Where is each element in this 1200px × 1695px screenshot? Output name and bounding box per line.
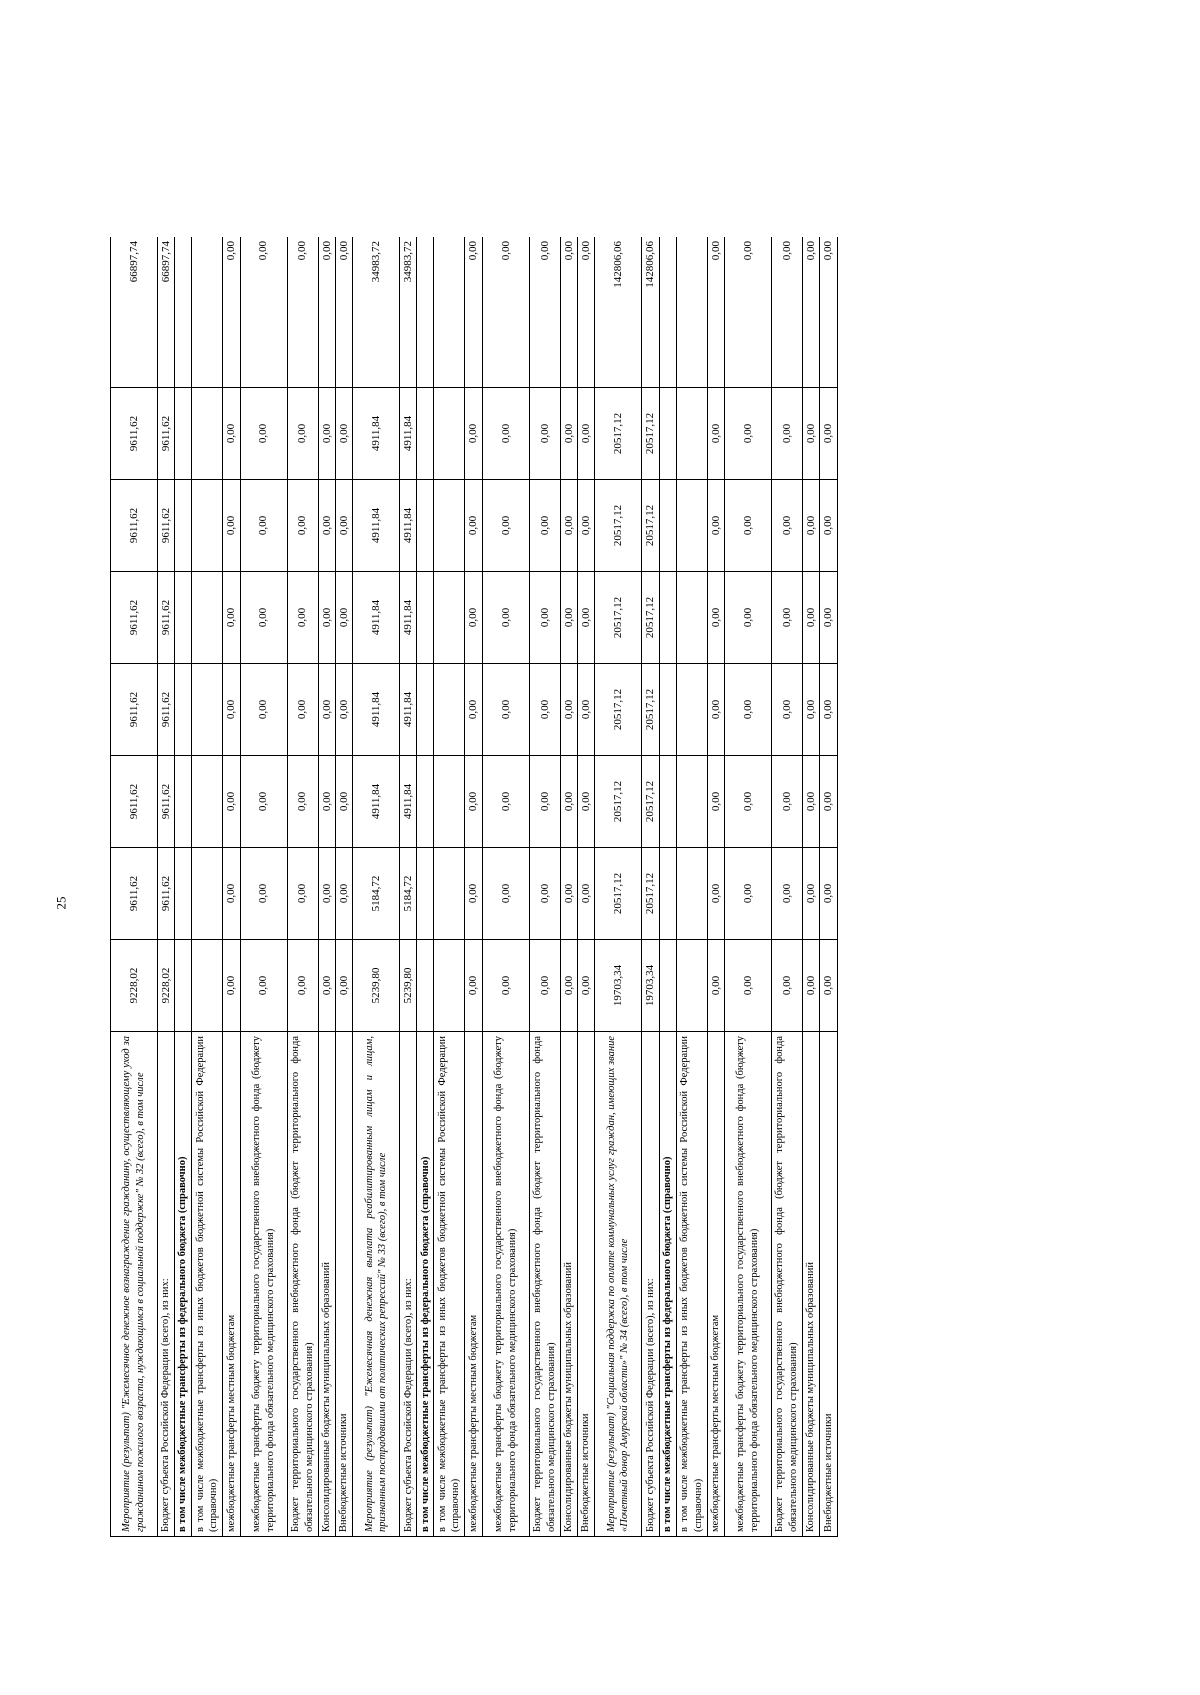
year-value-cell: 0,00 — [724, 572, 771, 664]
row-label: Мероприятие (результат) "Ежемесячное денежное вознаграждение гражданину, осуществляющему уход за гражданином пожилого возраста, нуждающимся в социальной поддержке" № 32 (всего), в том числе — [111, 1032, 158, 1537]
year-value-cell: 0,00 — [287, 756, 318, 848]
year-value-cell: 9611,62 — [158, 480, 175, 572]
year-value-cell: 19703,34 — [595, 940, 642, 1032]
table-row — [802, 237, 819, 1537]
year-value-cell: 0,00 — [482, 480, 529, 572]
year-value-cell: 0,00 — [318, 480, 335, 572]
year-value-cell: 0,00 — [287, 940, 318, 1032]
year-value-cell: 9611,62 — [158, 756, 175, 848]
year-value-cell: 20517,12 — [642, 572, 659, 664]
year-value-cell: 0,00 — [240, 940, 287, 1032]
table-row — [595, 237, 642, 1537]
year-value-cell: 20517,12 — [595, 664, 642, 756]
year-value-cell: 0,00 — [707, 480, 724, 572]
year-value-cell: 0,00 — [529, 480, 560, 572]
year-value-cell: 0,00 — [465, 572, 482, 664]
row-total-cell: 142806,06 — [595, 237, 642, 388]
year-value-cell: 0,00 — [707, 664, 724, 756]
year-value-cell: 0,00 — [335, 664, 352, 756]
year-value-cell: 0,00 — [240, 756, 287, 848]
year-value-cell — [417, 664, 434, 756]
year-value-cell — [434, 756, 465, 848]
year-value-cell: 4911,84 — [353, 664, 400, 756]
year-value-cell: 4911,84 — [353, 756, 400, 848]
row-label: Бюджет субъекта Российской Федерации (всего), из них: — [400, 1032, 417, 1537]
year-value-cell: 0,00 — [707, 756, 724, 848]
year-value-cell — [659, 664, 676, 756]
year-value-cell: 0,00 — [707, 940, 724, 1032]
table-row — [318, 237, 335, 1537]
year-value-cell: 19703,34 — [642, 940, 659, 1032]
year-value-cell: 0,00 — [335, 756, 352, 848]
year-value-cell: 0,00 — [802, 940, 819, 1032]
year-value-cell — [659, 848, 676, 940]
row-total-cell: 0,00 — [529, 237, 560, 388]
row-total-cell: 0,00 — [482, 237, 529, 388]
row-label: межбюджетные трансферты бюджету территориального государственного внебюджетного фонда (бюджету территориального фонда обязательного медицинского страхования) — [724, 1032, 771, 1537]
year-value-cell: 0,00 — [529, 848, 560, 940]
year-value-cell: 0,00 — [724, 664, 771, 756]
year-value-cell: 0,00 — [724, 848, 771, 940]
table-row — [223, 237, 240, 1537]
year-value-cell: 9611,62 — [158, 388, 175, 480]
year-value-cell: 20517,12 — [642, 388, 659, 480]
table-row — [240, 237, 287, 1537]
year-value-cell: 0,00 — [287, 388, 318, 480]
row-label: Консолидированные бюджеты муниципальных образований — [318, 1032, 335, 1537]
year-value-cell: 4911,84 — [353, 572, 400, 664]
year-value-cell — [659, 480, 676, 572]
year-value-cell: 0,00 — [287, 848, 318, 940]
table-row — [659, 237, 676, 1537]
table-row — [482, 237, 529, 1537]
table-row — [465, 237, 482, 1537]
year-value-cell — [192, 848, 223, 940]
row-label: Консолидированные бюджеты муниципальных образований — [802, 1032, 819, 1537]
row-label: межбюджетные трансферты местным бюджетам — [223, 1032, 240, 1537]
year-value-cell: 5184,72 — [353, 848, 400, 940]
year-value-cell: 20517,12 — [642, 480, 659, 572]
year-value-cell: 5239,80 — [400, 940, 417, 1032]
year-value-cell: 0,00 — [465, 940, 482, 1032]
year-value-cell — [676, 388, 707, 480]
row-label: в том числе межбюджетные трансферты из федерального бюджета (справочно) — [659, 1032, 676, 1537]
year-value-cell: 0,00 — [465, 388, 482, 480]
row-label: межбюджетные трансферты местным бюджетам — [707, 1032, 724, 1537]
row-total-cell: 66897,74 — [111, 237, 158, 388]
table-row — [707, 237, 724, 1537]
year-value-cell: 0,00 — [771, 388, 802, 480]
year-value-cell — [417, 756, 434, 848]
year-value-cell — [417, 572, 434, 664]
year-value-cell: 0,00 — [529, 572, 560, 664]
year-value-cell: 20517,12 — [595, 848, 642, 940]
row-total-cell: 0,00 — [223, 237, 240, 388]
row-total-cell: 34983,72 — [353, 237, 400, 388]
year-value-cell: 5239,80 — [353, 940, 400, 1032]
row-label: межбюджетные трансферты бюджету территориального государственного внебюджетного фонда (бюджету территориального фонда обязательного медицинского страхования) — [482, 1032, 529, 1537]
year-value-cell: 0,00 — [820, 756, 837, 848]
year-value-cell: 0,00 — [287, 480, 318, 572]
table-row — [111, 237, 158, 1537]
year-value-cell — [659, 572, 676, 664]
row-total-cell: 0,00 — [724, 237, 771, 388]
year-value-cell — [659, 940, 676, 1032]
table-row — [287, 237, 318, 1537]
year-value-cell: 0,00 — [578, 388, 595, 480]
year-value-cell: 4911,84 — [400, 388, 417, 480]
year-value-cell — [175, 388, 192, 480]
row-total-cell: 0,00 — [560, 237, 577, 388]
year-value-cell: 0,00 — [820, 848, 837, 940]
year-value-cell — [192, 572, 223, 664]
year-value-cell: 0,00 — [560, 388, 577, 480]
year-value-cell: 9228,02 — [111, 940, 158, 1032]
table-row — [335, 237, 352, 1537]
year-value-cell: 0,00 — [802, 756, 819, 848]
table-row — [434, 237, 465, 1537]
table-row — [676, 237, 707, 1537]
row-total-cell: 0,00 — [707, 237, 724, 388]
table-row — [771, 237, 802, 1537]
year-value-cell — [175, 756, 192, 848]
year-value-cell: 0,00 — [529, 664, 560, 756]
year-value-cell: 0,00 — [240, 664, 287, 756]
year-value-cell: 0,00 — [560, 756, 577, 848]
year-value-cell: 0,00 — [335, 480, 352, 572]
table-row — [353, 237, 400, 1537]
row-label: в том числе межбюджетные трансферты из федерального бюджета (справочно) — [175, 1032, 192, 1537]
row-label: в том числе межбюджетные трансферты из иных бюджетов бюджетной системы Российской Федерации (справочно) — [676, 1032, 707, 1537]
year-value-cell: 0,00 — [335, 848, 352, 940]
year-value-cell: 0,00 — [771, 480, 802, 572]
year-value-cell: 0,00 — [223, 480, 240, 572]
year-value-cell — [676, 572, 707, 664]
year-value-cell: 9611,62 — [111, 388, 158, 480]
year-value-cell: 0,00 — [560, 572, 577, 664]
year-value-cell: 0,00 — [724, 480, 771, 572]
year-value-cell — [175, 480, 192, 572]
row-total-cell: 142806,06 — [642, 237, 659, 388]
year-value-cell: 0,00 — [578, 848, 595, 940]
year-value-cell: 0,00 — [465, 848, 482, 940]
year-value-cell: 0,00 — [802, 848, 819, 940]
year-value-cell: 4911,84 — [400, 756, 417, 848]
year-value-cell: 0,00 — [318, 664, 335, 756]
row-label: Бюджет субъекта Российской Федерации (всего), из них: — [158, 1032, 175, 1537]
year-value-cell — [175, 848, 192, 940]
year-value-cell — [417, 940, 434, 1032]
year-value-cell: 0,00 — [802, 388, 819, 480]
row-total-cell: 66897,74 — [158, 237, 175, 388]
year-value-cell: 0,00 — [578, 480, 595, 572]
year-value-cell — [417, 480, 434, 572]
year-value-cell — [434, 388, 465, 480]
year-value-cell: 0,00 — [465, 480, 482, 572]
year-value-cell: 0,00 — [223, 756, 240, 848]
row-total-cell: 0,00 — [287, 237, 318, 388]
year-value-cell: 5184,72 — [400, 848, 417, 940]
year-value-cell: 0,00 — [287, 572, 318, 664]
year-value-cell: 20517,12 — [595, 756, 642, 848]
year-value-cell — [676, 848, 707, 940]
year-value-cell: 0,00 — [318, 756, 335, 848]
year-value-cell: 0,00 — [820, 572, 837, 664]
year-value-cell: 0,00 — [707, 572, 724, 664]
year-value-cell: 0,00 — [820, 388, 837, 480]
year-value-cell: 0,00 — [335, 572, 352, 664]
year-value-cell: 0,00 — [707, 388, 724, 480]
year-value-cell: 0,00 — [802, 664, 819, 756]
row-total-cell: 0,00 — [771, 237, 802, 388]
year-value-cell: 20517,12 — [595, 388, 642, 480]
year-value-cell — [434, 664, 465, 756]
year-value-cell: 4911,84 — [353, 480, 400, 572]
row-label: в том числе межбюджетные трансферты из иных бюджетов бюджетной системы Российской Федерации (справочно) — [192, 1032, 223, 1537]
row-label: Внебюджетные источники — [335, 1032, 352, 1537]
row-label: Внебюджетные источники — [578, 1032, 595, 1537]
year-value-cell — [192, 756, 223, 848]
year-value-cell: 0,00 — [578, 664, 595, 756]
year-value-cell: 0,00 — [529, 388, 560, 480]
table-row — [820, 237, 837, 1537]
table-body — [111, 237, 838, 1537]
year-value-cell: 20517,12 — [595, 572, 642, 664]
year-value-cell: 9228,02 — [158, 940, 175, 1032]
year-value-cell — [676, 756, 707, 848]
year-value-cell: 0,00 — [318, 848, 335, 940]
table-row — [529, 237, 560, 1537]
year-value-cell: 20517,12 — [642, 664, 659, 756]
year-value-cell: 0,00 — [240, 388, 287, 480]
row-total-cell — [175, 237, 192, 388]
table-row — [642, 237, 659, 1537]
year-value-cell: 0,00 — [529, 756, 560, 848]
row-label: Мероприятие (результат) "Ежемесячная денежная выплата реабилитированным лицам и лицам, признанным пострадавшими от политических репрессий" № 33 (всего), в том числе — [353, 1032, 400, 1537]
row-total-cell: 0,00 — [240, 237, 287, 388]
row-total-cell: 0,00 — [820, 237, 837, 388]
row-label: Бюджет территориального государственного внебюджетного фонда (бюджет территориального фонда обязательного медицинского страхования) — [771, 1032, 802, 1537]
year-value-cell: 0,00 — [560, 940, 577, 1032]
table-container — [110, 237, 950, 1537]
year-value-cell: 0,00 — [240, 480, 287, 572]
year-value-cell: 0,00 — [802, 480, 819, 572]
year-value-cell: 0,00 — [707, 848, 724, 940]
year-value-cell: 0,00 — [802, 572, 819, 664]
year-value-cell — [659, 756, 676, 848]
row-total-cell: 0,00 — [335, 237, 352, 388]
year-value-cell — [434, 848, 465, 940]
year-value-cell: 0,00 — [335, 940, 352, 1032]
row-label: межбюджетные трансферты местным бюджетам — [465, 1032, 482, 1537]
year-value-cell: 0,00 — [318, 940, 335, 1032]
year-value-cell — [175, 664, 192, 756]
year-value-cell: 9611,62 — [158, 572, 175, 664]
year-value-cell — [676, 940, 707, 1032]
year-value-cell: 0,00 — [771, 664, 802, 756]
year-value-cell: 20517,12 — [595, 480, 642, 572]
table-row — [400, 237, 417, 1537]
year-value-cell: 4911,84 — [400, 664, 417, 756]
year-value-cell: 0,00 — [318, 388, 335, 480]
year-value-cell: 4911,84 — [400, 572, 417, 664]
row-total-cell — [659, 237, 676, 388]
year-value-cell: 0,00 — [335, 388, 352, 480]
year-value-cell: 20517,12 — [642, 848, 659, 940]
budget-table — [110, 237, 838, 1537]
row-label: в том числе межбюджетные трансферты из иных бюджетов бюджетной системы Российской Федерации (справочно) — [434, 1032, 465, 1537]
year-value-cell: 0,00 — [578, 572, 595, 664]
row-total-cell — [676, 237, 707, 388]
year-value-cell: 0,00 — [287, 664, 318, 756]
year-value-cell: 20517,12 — [642, 756, 659, 848]
year-value-cell: 0,00 — [724, 756, 771, 848]
row-total-cell — [417, 237, 434, 388]
row-label: Мероприятие (результат) "Социальная поддержка по оплате коммунальных услуг граждан, имеющих звание «Почетный донор Амурской области»" № 34 (всего), в том числе — [595, 1032, 642, 1537]
year-value-cell: 9611,62 — [158, 664, 175, 756]
year-value-cell: 0,00 — [223, 940, 240, 1032]
year-value-cell: 0,00 — [318, 572, 335, 664]
year-value-cell — [417, 848, 434, 940]
year-value-cell — [192, 940, 223, 1032]
year-value-cell: 9611,62 — [158, 848, 175, 940]
row-total-cell: 0,00 — [318, 237, 335, 388]
year-value-cell: 9611,62 — [111, 756, 158, 848]
row-total-cell — [192, 237, 223, 388]
year-value-cell: 0,00 — [724, 388, 771, 480]
table-row — [192, 237, 223, 1537]
year-value-cell — [434, 940, 465, 1032]
page-number: 25 — [53, 896, 69, 910]
row-total-cell: 34983,72 — [400, 237, 417, 388]
row-total-cell: 0,00 — [578, 237, 595, 388]
year-value-cell: 0,00 — [560, 480, 577, 572]
year-value-cell — [192, 664, 223, 756]
table-row — [578, 237, 595, 1537]
year-value-cell — [175, 940, 192, 1032]
year-value-cell: 0,00 — [771, 572, 802, 664]
year-value-cell: 9611,62 — [111, 480, 158, 572]
row-total-cell — [434, 237, 465, 388]
year-value-cell: 9611,62 — [111, 572, 158, 664]
year-value-cell: 0,00 — [482, 756, 529, 848]
year-value-cell — [434, 480, 465, 572]
year-value-cell — [659, 388, 676, 480]
year-value-cell: 0,00 — [820, 664, 837, 756]
year-value-cell: 9611,62 — [111, 848, 158, 940]
table-row — [560, 237, 577, 1537]
table-row — [158, 237, 175, 1537]
row-total-cell: 0,00 — [465, 237, 482, 388]
year-value-cell: 0,00 — [771, 848, 802, 940]
year-value-cell: 4911,84 — [353, 388, 400, 480]
year-value-cell: 0,00 — [820, 480, 837, 572]
row-label: Бюджет территориального государственного внебюджетного фонда (бюджет территориального фонда обязательного медицинского страхования) — [529, 1032, 560, 1537]
row-label: Консолидированные бюджеты муниципальных образований — [560, 1032, 577, 1537]
year-value-cell — [434, 572, 465, 664]
table-row — [175, 237, 192, 1537]
year-value-cell: 9611,62 — [111, 664, 158, 756]
year-value-cell: 0,00 — [223, 572, 240, 664]
year-value-cell — [192, 388, 223, 480]
year-value-cell: 0,00 — [529, 940, 560, 1032]
year-value-cell: 0,00 — [771, 940, 802, 1032]
year-value-cell: 0,00 — [560, 664, 577, 756]
year-value-cell — [676, 480, 707, 572]
year-value-cell: 0,00 — [771, 756, 802, 848]
row-label: в том числе межбюджетные трансферты из федерального бюджета (справочно) — [417, 1032, 434, 1537]
year-value-cell: 0,00 — [223, 664, 240, 756]
year-value-cell — [417, 388, 434, 480]
year-value-cell — [676, 664, 707, 756]
row-label: Бюджет субъекта Российской Федерации (всего), из них: — [642, 1032, 659, 1537]
year-value-cell: 0,00 — [465, 756, 482, 848]
table-row — [724, 237, 771, 1537]
year-value-cell: 0,00 — [820, 940, 837, 1032]
row-label: Бюджет территориального государственного внебюджетного фонда (бюджет территориального фонда обязательного медицинского страхования) — [287, 1032, 318, 1537]
rotated-table-frame — [110, 237, 950, 1537]
table-row — [417, 237, 434, 1537]
year-value-cell: 0,00 — [482, 388, 529, 480]
year-value-cell: 0,00 — [578, 940, 595, 1032]
year-value-cell: 0,00 — [482, 572, 529, 664]
year-value-cell: 0,00 — [482, 940, 529, 1032]
year-value-cell: 0,00 — [240, 572, 287, 664]
year-value-cell: 0,00 — [223, 388, 240, 480]
row-total-cell: 0,00 — [802, 237, 819, 388]
year-value-cell: 0,00 — [240, 848, 287, 940]
year-value-cell: 0,00 — [724, 940, 771, 1032]
year-value-cell: 0,00 — [482, 664, 529, 756]
year-value-cell: 4911,84 — [400, 480, 417, 572]
year-value-cell: 0,00 — [223, 848, 240, 940]
year-value-cell: 0,00 — [578, 756, 595, 848]
year-value-cell — [175, 572, 192, 664]
year-value-cell — [192, 480, 223, 572]
row-label: Внебюджетные источники — [820, 1032, 837, 1537]
year-value-cell: 0,00 — [465, 664, 482, 756]
year-value-cell: 0,00 — [482, 848, 529, 940]
year-value-cell: 0,00 — [560, 848, 577, 940]
row-label: межбюджетные трансферты бюджету территориального государственного внебюджетного фонда (бюджету территориального фонда обязательного медицинского страхования) — [240, 1032, 287, 1537]
